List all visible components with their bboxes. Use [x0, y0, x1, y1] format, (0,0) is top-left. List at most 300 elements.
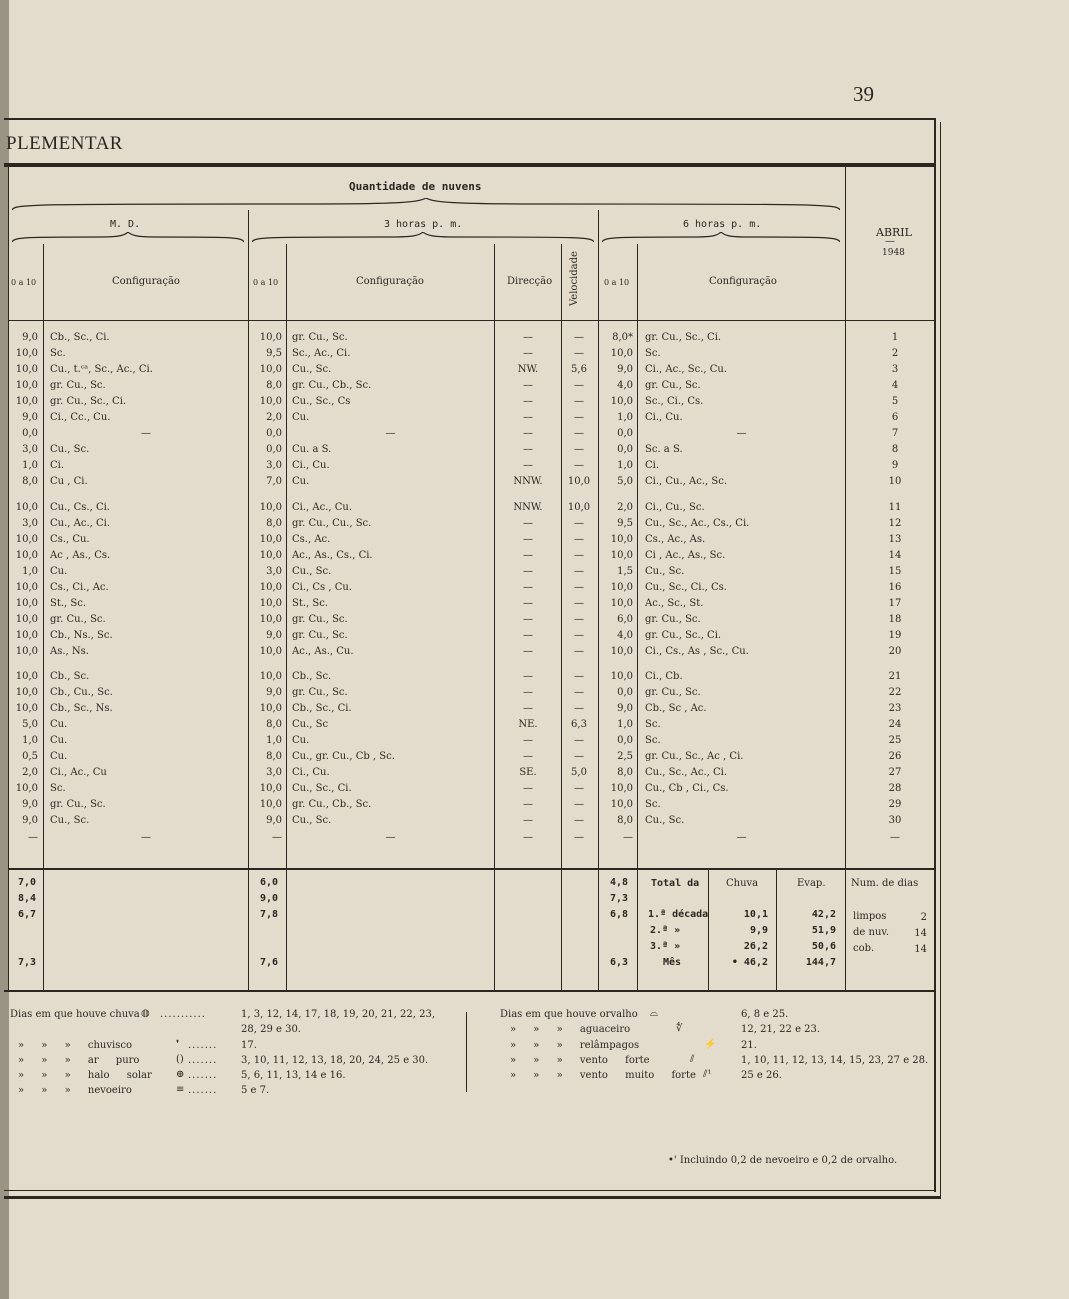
cell-q3: 10,0	[259, 332, 282, 343]
evap-label: Evap.	[797, 878, 826, 889]
cell-c6: gr. Cu., Sc., Ci.	[645, 332, 722, 343]
cell-q6: 10,0	[610, 671, 633, 682]
decada-label: Mês	[663, 957, 682, 968]
cell-day: 24	[888, 719, 902, 731]
cell-mdc: Cb., Sc., Ns.	[50, 703, 113, 715]
cell-md: 10,0	[15, 597, 38, 609]
legend-days: 25 e 26.	[741, 1070, 782, 1081]
cell-mdc: gr. Cu., Sc.	[50, 799, 106, 811]
cell-q3: 10,0	[259, 396, 282, 408]
cell-c6: Ci., Ac., Sc., Cu.	[645, 364, 728, 376]
cell-mdc: Cu., t.ᶜᵃ, Sc., Ac., Ci.	[50, 364, 153, 376]
cell-dir: —	[523, 799, 533, 811]
cell-dir: —	[523, 687, 533, 699]
cell-c6: —	[736, 831, 747, 843]
cell-mdc: Cb., Ns., Sc.	[50, 629, 113, 641]
cell-c6: Cb., Sc , Ac.	[645, 703, 707, 715]
footnote: •' Incluindo 0,2 de nevoeiro e 0,2 de orvalho.	[668, 1155, 898, 1166]
cell-vel: —	[574, 799, 584, 811]
cell-day: 12	[888, 517, 902, 529]
cell-dir: —	[523, 783, 533, 795]
pm6-summary-value: 7,3	[610, 893, 629, 904]
cell-vel: —	[574, 332, 584, 343]
cell-day: 14	[888, 549, 902, 561]
md-summary-value: 7,3	[18, 957, 37, 968]
cell-q3: 10,0	[259, 597, 282, 609]
cell-vel: 5,0	[571, 767, 587, 779]
total-label: Total da	[651, 878, 700, 889]
cell-dir: —	[523, 581, 533, 593]
cell-mdc: Cs., Ci., Ac.	[50, 581, 109, 593]
cell-mdc: Sc.	[50, 348, 66, 360]
cell-day: 23	[888, 703, 902, 715]
leader-dots: .......	[188, 1055, 218, 1066]
cell-q3: 10,0	[259, 645, 282, 657]
cell-c3: Sc., Ac., Ci.	[292, 348, 351, 360]
cell-c3: Cs., Ac.	[292, 533, 331, 545]
decada-label: 1.ª década	[648, 909, 709, 920]
cell-q3: 10,0	[259, 799, 282, 811]
pm3-brace	[252, 232, 594, 244]
cell-q3: 10,0	[259, 581, 282, 593]
cell-md: 10,0	[15, 645, 38, 657]
cell-md: 10,0	[15, 629, 38, 641]
cell-q3: —	[272, 831, 282, 843]
cell-q6: —	[623, 831, 633, 843]
cell-q3: 10,0	[259, 549, 282, 561]
cell-q3: 1,0	[266, 735, 282, 747]
cell-dir: —	[523, 831, 533, 843]
legend-label: » » » halo solar	[18, 1070, 152, 1081]
col-line	[248, 210, 249, 990]
cell-q6: 2,0	[617, 501, 633, 513]
decada-label: 2.ª »	[650, 925, 681, 936]
month-label: ABRIL	[876, 226, 912, 239]
cell-dir: —	[523, 629, 533, 641]
cell-day: 27	[888, 767, 902, 779]
legend-label: » » » nevoeiro	[18, 1085, 132, 1096]
leader-dots: .......	[188, 1070, 218, 1081]
pm3-summary-value: 6,0	[260, 877, 279, 888]
cell-vel: 5,6	[571, 364, 587, 376]
cell-md: 5,0	[22, 719, 38, 731]
cell-q3: 8,0	[266, 517, 282, 529]
cell-day: 18	[888, 613, 902, 625]
cell-dir: —	[523, 671, 533, 682]
cell-q6: 10,0	[610, 597, 633, 609]
cell-dir: —	[523, 751, 533, 763]
cell-c3: Ci., Cu.	[292, 460, 330, 472]
cell-c3: St., Sc.	[292, 597, 329, 609]
cell-md: 10,0	[15, 783, 38, 795]
legend-label: » » » chuvisco	[18, 1040, 132, 1051]
cell-mdc: Ci.	[50, 460, 65, 472]
cell-md: 10,0	[15, 671, 38, 682]
cell-c3: —	[385, 831, 396, 843]
cell-q3: 9,0	[266, 687, 282, 699]
cell-q3: 3,0	[266, 565, 282, 577]
cell-q3: 3,0	[266, 767, 282, 779]
cell-md: 10,0	[15, 380, 38, 392]
pm6-header: 6 horas p. m.	[683, 219, 762, 230]
cell-day: 10	[888, 476, 902, 488]
cell-c6: Cs., Ac., As.	[645, 533, 706, 545]
cell-c3: Cu., Sc.	[292, 815, 332, 827]
evap-value: 42,2	[811, 909, 836, 920]
cell-vel: —	[574, 517, 584, 529]
legend-label: » » » aguaceiro	[510, 1024, 631, 1035]
cell-day: 21	[888, 671, 902, 682]
cell-day: 13	[888, 533, 902, 545]
cell-day: 11	[888, 501, 902, 513]
pm3-summary-value: 9,0	[260, 893, 279, 904]
cell-c3: gr. Cu., Cb., Sc.	[292, 380, 372, 392]
cell-vel: 10,0	[567, 476, 591, 488]
chuva-value: • 46,2	[731, 957, 768, 968]
chuva-value: 26,2	[743, 941, 768, 952]
cell-c3: Cu., Sc.	[292, 364, 332, 376]
cell-c6: gr. Cu., Sc.	[645, 687, 701, 699]
cell-c3: Cu., gr. Cu., Cb , Sc.	[292, 751, 395, 763]
pm3-summary-value: 7,8	[260, 909, 279, 920]
cell-vel: —	[574, 815, 584, 827]
cell-q6: 8,0	[617, 815, 633, 827]
cell-mdc: Cb., Sc.	[50, 671, 90, 682]
weather-symbol-icon: ⫽¹	[703, 1069, 712, 1080]
cell-dir: —	[523, 444, 533, 456]
cell-c6: Ci., Cu., Ac., Sc.	[645, 476, 728, 488]
cell-c6: Cu., Sc.	[645, 815, 685, 827]
md-scale-header: 0 a 10	[11, 278, 37, 287]
dias-value: 14	[914, 928, 927, 939]
cell-vel: —	[574, 533, 584, 545]
cell-c3: Cu., Sc.	[292, 565, 332, 577]
cell-q6: 0,0	[617, 428, 633, 440]
cell-c6: Cu., Sc., Ac., Cs., Ci.	[645, 517, 750, 529]
cell-md: 10,0	[15, 581, 38, 593]
cell-c6: Ac., Sc., St.	[645, 597, 704, 609]
cell-mdc: Sc.	[50, 783, 66, 795]
col-line	[494, 244, 495, 990]
cell-q6: 10,0	[610, 645, 633, 657]
cell-c3: Cu.	[292, 476, 310, 488]
col-line	[286, 244, 287, 990]
cell-md: 0,0	[22, 428, 38, 440]
pm6-summary-value: 6,3	[610, 957, 629, 968]
group-title: Quantidade de nuvens	[349, 180, 482, 193]
legend-label: » » » relâmpagos	[510, 1040, 640, 1051]
cell-dir: —	[523, 332, 533, 343]
cell-q6: 10,0	[610, 783, 633, 795]
cell-vel: —	[574, 396, 584, 408]
cell-q6: 9,0	[617, 703, 633, 715]
cell-q3: 8,0	[266, 380, 282, 392]
velocidade-header: Velocidade	[569, 251, 580, 306]
cell-q6: 8,0	[617, 767, 633, 779]
cell-c6: Sc.	[645, 735, 661, 747]
cell-dir: —	[523, 613, 533, 625]
cell-q6: 9,5	[617, 517, 633, 529]
cell-q3: 10,0	[259, 613, 282, 625]
cell-dir: —	[523, 412, 533, 424]
md-summary-value: 7,0	[18, 877, 37, 888]
cell-q3: 8,0	[266, 719, 282, 731]
cell-mdc: Cb., Cu., Sc.	[50, 687, 113, 699]
cell-c3: Cu., Sc	[292, 719, 329, 731]
cell-day: 30	[888, 815, 902, 827]
cell-mdc: Ci., Cc., Cu.	[50, 412, 111, 424]
cell-q6: 10,0	[610, 581, 633, 593]
chuva-label: Chuva	[726, 878, 759, 889]
cell-day: 20	[888, 645, 902, 657]
weather-symbol-icon: ≡	[176, 1084, 185, 1095]
cell-day: 7	[891, 428, 899, 440]
cell-vel: —	[574, 565, 584, 577]
cell-dir: NW.	[517, 364, 539, 376]
weather-symbol-icon: ◍	[141, 1008, 150, 1019]
cell-vel: —	[574, 412, 584, 424]
cell-q6: 1,5	[617, 565, 633, 577]
dias-title: Num. de dias	[851, 878, 919, 889]
cell-mdc: Cs., Cu.	[50, 533, 90, 545]
leader-dots: ...........	[160, 1009, 206, 1020]
weather-symbol-icon: ⫽	[690, 1054, 695, 1065]
cell-vel: —	[574, 687, 584, 699]
leader-dots: .......	[188, 1040, 218, 1051]
evap-value: 50,6	[811, 941, 836, 952]
cell-q6: 10,0	[610, 396, 633, 408]
chuva-value: 9,9	[749, 925, 768, 936]
cell-md: 10,0	[15, 364, 38, 376]
cell-md: 9,0	[22, 412, 38, 424]
cell-q6: 10,0	[610, 348, 633, 360]
cell-md: 3,0	[22, 517, 38, 529]
pm3-summary-value: 7,6	[260, 957, 279, 968]
cell-vel: —	[574, 428, 584, 440]
cell-c6: Ci., Cs., As , Sc., Cu.	[645, 645, 749, 657]
cell-mdc: Cu , Ci.	[50, 476, 88, 488]
cell-c3: gr. Cu., Cu., Sc.	[292, 517, 372, 529]
cell-c6: gr. Cu., Sc., Ac , Ci.	[645, 751, 744, 763]
year-label: 1948	[882, 248, 905, 258]
cell-vel: —	[574, 581, 584, 593]
cell-c3: Ci., Cs , Cu.	[292, 581, 352, 593]
weather-symbol-icon: ()	[176, 1054, 184, 1065]
cell-q6: 4,0	[617, 380, 633, 392]
cell-dir: —	[523, 565, 533, 577]
cell-dir: —	[523, 735, 533, 747]
pm6-scale-header: 0 a 10	[604, 278, 630, 287]
cell-c3: gr. Cu., Sc.	[292, 613, 348, 625]
cell-vel: 6,3	[571, 719, 587, 731]
cell-md: 1,0	[22, 735, 38, 747]
legend-days: 1, 3, 12, 14, 17, 18, 19, 20, 21, 22, 23,	[241, 1009, 435, 1020]
cell-md: 10,0	[15, 533, 38, 545]
cell-q3: 0,0	[266, 428, 282, 440]
cell-dir: —	[523, 533, 533, 545]
cell-c6: Sc. a S.	[645, 444, 683, 456]
cell-c6: Sc.	[645, 799, 661, 811]
cell-c3: gr. Cu., Sc.	[292, 687, 348, 699]
cell-q3: 9,0	[266, 815, 282, 827]
cell-md: 9,0	[22, 815, 38, 827]
decada-label: 3.ª »	[650, 941, 681, 952]
cell-day: 22	[888, 687, 902, 699]
weather-symbol-icon: ⚡	[704, 1039, 717, 1050]
cell-c3: Cu.	[292, 412, 310, 424]
legend-label: » » » vento muito forte	[510, 1070, 696, 1081]
cell-vel: —	[574, 380, 584, 392]
cell-vel: —	[574, 444, 584, 456]
cell-md: 10,0	[15, 348, 38, 360]
cell-mdc: —	[141, 428, 151, 440]
cell-c6: gr. Cu., Sc., Ci.	[645, 629, 722, 641]
legend-days: 17.	[241, 1040, 257, 1051]
cell-q6: 0,0	[617, 735, 633, 747]
table-bottom-rule	[4, 990, 934, 992]
cell-q3: 7,0	[266, 476, 282, 488]
cell-mdc: Cb., Sc., Ci.	[50, 332, 110, 343]
cell-dir: NE.	[518, 719, 538, 731]
dias-label: limpos	[853, 911, 887, 922]
cell-vel: —	[574, 348, 584, 360]
cell-day: 16	[888, 581, 902, 593]
dias-label: cob.	[853, 943, 875, 954]
cell-md: 10,0	[15, 501, 38, 513]
cell-md: 0,5	[22, 751, 38, 763]
cell-dir: —	[523, 597, 533, 609]
cell-c3: —	[385, 428, 396, 440]
cell-q3: 9,0	[266, 629, 282, 641]
cell-md: 1,0	[22, 565, 38, 577]
cell-c3: gr. Cu., Sc.	[292, 332, 348, 343]
cell-c6: gr. Cu., Sc.	[645, 380, 701, 392]
legend-label: Dias em que houve chuva	[10, 1009, 140, 1020]
cell-day: 1	[891, 332, 899, 343]
col-line	[8, 167, 9, 990]
col-line	[708, 870, 709, 990]
md-config-header: Configuração	[112, 276, 180, 287]
pm3-header: 3 horas p. m.	[384, 219, 463, 230]
cell-vel: —	[574, 751, 584, 763]
cell-q6: 2,5	[617, 751, 633, 763]
cell-q6: 0,0	[617, 687, 633, 699]
cell-vel: 10,0	[567, 501, 591, 513]
cell-mdc: —	[141, 831, 151, 843]
weather-symbol-icon: ∜	[676, 1023, 683, 1034]
cell-c6: Ci., Cb.	[645, 671, 683, 682]
cell-day: 28	[888, 783, 902, 795]
pm6-summary-value: 4,8	[610, 877, 629, 888]
cell-c3: Cu., Sc., Cs	[292, 396, 351, 408]
cell-md: 10,0	[15, 613, 38, 625]
cell-q6: 5,0	[617, 476, 633, 488]
cell-q6: 10,0	[610, 549, 633, 561]
cell-q6: 4,0	[617, 629, 633, 641]
cell-c3: Cu.	[292, 735, 310, 747]
cell-q6: 9,0	[617, 364, 633, 376]
cell-mdc: Cu.	[50, 565, 68, 577]
cell-q6: 1,0	[617, 460, 633, 472]
cell-c3: Cb., Sc., Ci.	[292, 703, 352, 715]
cell-q3: 10,0	[259, 783, 282, 795]
dias-label: de nuv.	[853, 927, 890, 938]
md-header: M. D.	[110, 219, 141, 230]
cell-md: 1,0	[22, 460, 38, 472]
cell-md: 10,0	[15, 396, 38, 408]
cell-day: 4	[891, 380, 899, 392]
cell-c3: Ac., As., Cu.	[292, 645, 354, 657]
cell-md: 3,0	[22, 444, 38, 456]
cell-day: 25	[888, 735, 902, 747]
cell-md: 10,0	[15, 549, 38, 561]
cell-dir: SE.	[519, 767, 537, 779]
cell-dir: —	[523, 815, 533, 827]
cell-mdc: gr. Cu., Sc.	[50, 380, 106, 392]
cell-c6: Sc., Ci., Cs.	[645, 396, 704, 408]
page-number: 39	[853, 82, 874, 106]
cell-c6: Sc.	[645, 348, 661, 360]
cell-vel: —	[574, 460, 584, 472]
cell-vel: —	[574, 783, 584, 795]
cell-day: —	[890, 831, 900, 843]
cell-c6: Ci., Cu., Sc.	[645, 501, 705, 513]
cell-md: 10,0	[15, 687, 38, 699]
cell-q6: 8,0*	[612, 332, 633, 343]
col-line	[43, 244, 44, 990]
cell-q3: 10,0	[259, 364, 282, 376]
legend-label: » » » vento forte	[510, 1055, 650, 1066]
cell-day: 9	[891, 460, 899, 472]
pm3-scale-header: 0 a 10	[253, 278, 279, 287]
legend-days: 5, 6, 11, 13, 14 e 16.	[241, 1070, 346, 1081]
cell-md: 8,0	[22, 476, 38, 488]
bottom-rule	[4, 1190, 934, 1191]
cell-md: 2,0	[22, 767, 38, 779]
summary-top-rule	[8, 868, 934, 870]
cell-q3: 10,0	[259, 533, 282, 545]
cell-c6: Cu., Sc.	[645, 565, 685, 577]
cell-c6: Ci., Cu.	[645, 412, 683, 424]
pm6-config-header: Configuração	[709, 276, 777, 287]
cell-mdc: Cu.	[50, 719, 68, 731]
col-line	[637, 244, 638, 990]
legend-days: 12, 21, 22 e 23.	[741, 1024, 821, 1035]
evap-value: 51,9	[811, 925, 836, 936]
md-summary-value: 6,7	[18, 909, 37, 920]
cell-dir: —	[523, 348, 533, 360]
cell-c6: Sc.	[645, 719, 661, 731]
cell-dir: —	[523, 380, 533, 392]
cell-mdc: Cu.	[50, 751, 68, 763]
cell-q3: 2,0	[266, 412, 282, 424]
cell-q3: 10,0	[259, 703, 282, 715]
cell-q6: 1,0	[617, 412, 633, 424]
cell-vel: —	[574, 671, 584, 682]
cell-q3: 3,0	[266, 460, 282, 472]
cell-c6: —	[736, 428, 747, 440]
evap-value: 144,7	[805, 957, 836, 968]
header-bottom-rule	[8, 320, 934, 321]
cell-vel: —	[574, 831, 584, 843]
cell-q6: 10,0	[610, 533, 633, 545]
weather-symbol-icon: ❜	[176, 1039, 180, 1050]
cell-mdc: St., Sc.	[50, 597, 87, 609]
cell-q6: 0,0	[617, 444, 633, 456]
cell-dir: —	[523, 517, 533, 529]
pm3-config-header: Configuração	[356, 276, 424, 287]
cell-q3: 10,0	[259, 671, 282, 682]
